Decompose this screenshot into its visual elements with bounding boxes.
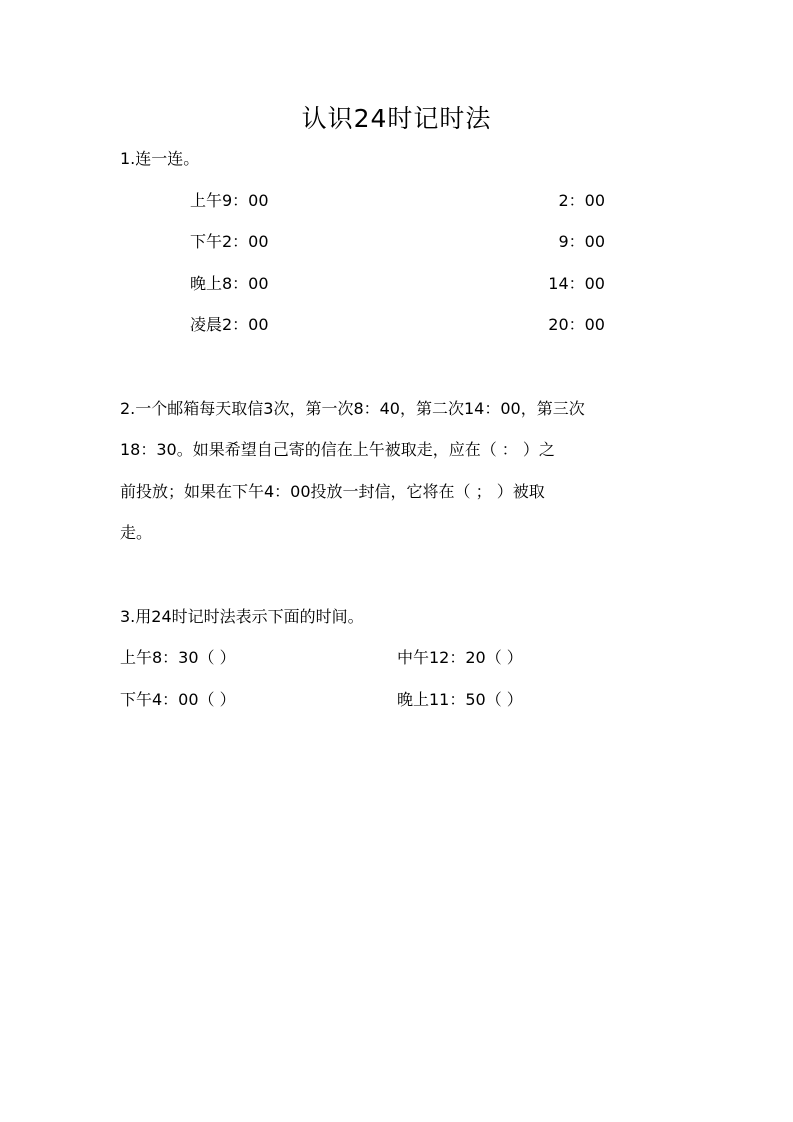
question-2-line-1 — [120, 399, 670, 419]
q3-item-4: 晚上11：50（ ） — [397, 690, 523, 709]
q1-right-item-1: 2：00 — [558, 191, 605, 210]
page-title: 认识24时记时法 — [301, 104, 492, 133]
question-2-line-2-text: 18：30。如果希望自己寄的信在上午被取走，应在（ ： ）之 — [120, 440, 555, 459]
question-2-line-1-text: 2.一个邮箱每天取信3次，第一次8：40，第二次14：00，第三次 — [120, 399, 585, 418]
question-2-line-3-text: 前投放；如果在下午4：00投放一封信，它将在（ ； ）被取 — [120, 482, 545, 501]
question-3-heading: 3.用24时记时法表示下面的时间。 — [120, 607, 364, 626]
q1-left-item-3: 晚上8：00 — [190, 274, 269, 293]
question-1-heading: 1.连一连。 — [120, 149, 200, 168]
question-2-line-4: 走。 — [120, 523, 153, 542]
q3-item-3: 下午4：00（ ） — [120, 690, 236, 709]
q3-item-2: 中午12：20（ ） — [397, 648, 523, 667]
question-2-line-3 — [120, 482, 670, 502]
q1-right-item-2: 9：00 — [558, 232, 605, 251]
q1-right-item-4: 20：00 — [548, 315, 605, 334]
question-2-line-2 — [120, 440, 670, 460]
q1-left-item-1: 上午9：00 — [190, 191, 269, 210]
q1-left-item-2: 下午2：00 — [190, 232, 269, 251]
q1-right-item-3: 14：00 — [548, 274, 605, 293]
q1-left-item-4: 凌晨2：00 — [190, 315, 269, 334]
q3-item-1: 上午8：30（ ） — [120, 648, 236, 667]
